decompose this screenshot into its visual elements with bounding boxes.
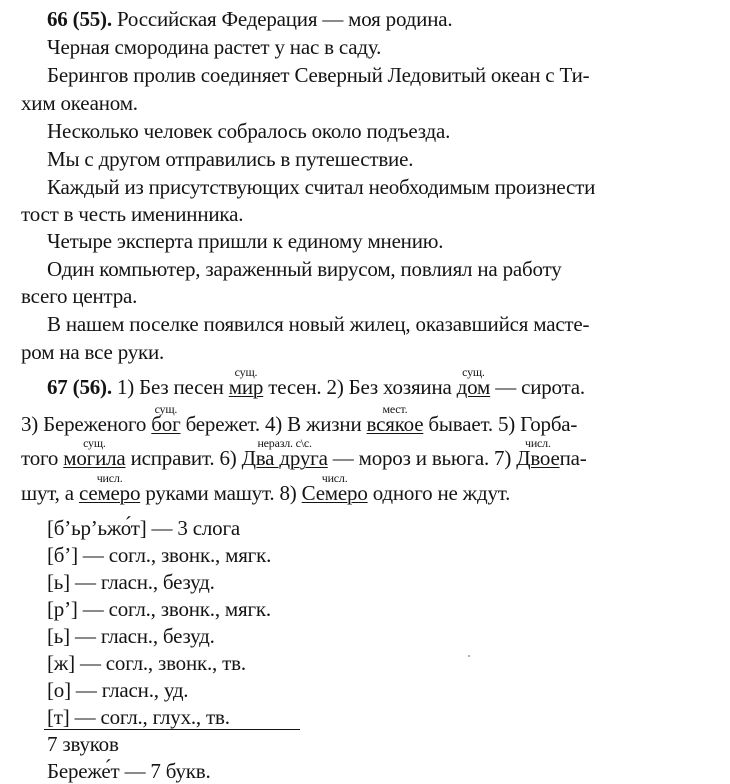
ex66-line: всего центра.	[21, 284, 138, 308]
pos-note: числ.	[525, 436, 551, 450]
ex67-line-2	[21, 402, 578, 436]
ex67-text: шут, а	[21, 481, 74, 505]
ex67-text: — мороз и вьюга. 7)	[332, 446, 512, 470]
ex67-line-3	[21, 436, 587, 470]
pos-note: сущ.	[154, 402, 178, 416]
pos-note: неразл. с\с.	[257, 436, 312, 450]
ex66-line: Четыре эксперта пришли к единому мнению.	[47, 229, 444, 253]
ex66-line: Один компьютер, зараженный вирусом, повлиял на работу	[47, 257, 562, 281]
ex67-text: бывает. 5) Горба-	[428, 412, 578, 436]
pos-note: числ.	[321, 471, 348, 485]
ex67-text: одного не ждут.	[372, 481, 511, 505]
phonetic-line: [о] — гласн., уд.	[47, 678, 189, 702]
ex67-text: па-	[559, 446, 587, 470]
ex67-line-4	[21, 471, 511, 505]
ex66-line: Несколько человек собралось около подъезда.	[47, 119, 451, 143]
ex66-heading	[47, 7, 452, 31]
summary-rule	[44, 729, 300, 730]
letter-count: Береже́т — 7 букв.	[47, 759, 211, 783]
ex67-text: тесен. 2) Без хозяина	[268, 375, 452, 399]
ex66-line: В нашем поселке появился новый жилец, оказавшийся масте-	[47, 312, 590, 336]
ex66-line: Мы с другом отправились в путешествие.	[47, 147, 414, 171]
ex66-line: Черная смородина растет у нас в саду.	[47, 35, 382, 59]
annotated-word	[241, 436, 328, 470]
ex67-text: исправит. 6)	[130, 446, 237, 470]
ex66-line: Берингов пролив соединяет Северный Ледовитый океан с Ти-	[47, 63, 590, 87]
underlined-word: всякое	[366, 412, 424, 436]
ex66-title: Российская Федерация — моя родина.	[116, 7, 453, 31]
underlined-word: бог	[151, 412, 181, 436]
ex66-line: Каждый из присутствующих считал необходимым произнести	[47, 175, 596, 199]
underlined-word: могила	[63, 446, 126, 470]
pos-note: сущ.	[462, 365, 485, 379]
ex66-line: хим океаном.	[21, 91, 138, 115]
annotated-word	[366, 402, 424, 436]
ex67-text: — сирота.	[495, 375, 585, 399]
annotated-word	[516, 436, 560, 470]
underlined-word: Двое	[516, 446, 560, 470]
sound-count: 7 звуков	[47, 732, 119, 756]
phonetic-line: [ь] — гласн., безуд.	[47, 570, 215, 594]
underlined-word: Два друга	[241, 446, 328, 470]
phonetic-line: [ь] — гласн., безуд.	[47, 624, 215, 648]
pos-note: числ.	[96, 471, 123, 485]
ex67-number: 67 (56).	[47, 375, 112, 399]
ex67-text: 1) Без песен	[116, 375, 224, 399]
ex66-line: тост в честь именинника.	[21, 202, 244, 226]
annotated-word	[456, 365, 491, 399]
scan-speck	[468, 655, 470, 657]
ex66-number: 66 (55).	[47, 7, 112, 31]
annotated-word	[301, 471, 368, 505]
phonetic-line: [р’] — согл., звонк., мягк.	[47, 597, 271, 621]
pos-note: мест.	[382, 402, 408, 416]
underlined-word: мир	[228, 375, 264, 399]
ex67-text: 3) Береженого	[21, 412, 147, 436]
phonetic-line: [б’] — согл., звонк., мягк.	[47, 543, 272, 567]
ex67-text: того	[21, 446, 59, 470]
annotated-word	[63, 436, 126, 470]
ex67-text: руками машут. 8)	[145, 481, 297, 505]
annotated-word	[78, 471, 141, 505]
annotated-word	[228, 365, 264, 399]
ex67-text: бережет. 4) В жизни	[185, 412, 362, 436]
annotated-word	[151, 402, 181, 436]
underlined-word: дом	[456, 375, 491, 399]
pos-note: сущ.	[83, 436, 106, 450]
underlined-word: Семеро	[301, 481, 368, 505]
underlined-word: семеро	[78, 481, 141, 505]
ex67-line-1	[47, 365, 585, 399]
pos-note: сущ.	[234, 365, 258, 379]
phonetic-line: [т] — согл., глух., тв.	[47, 705, 230, 729]
phonetic-line: [б’ьр’ьжо́т] — 3 слога	[47, 516, 240, 540]
phonetic-line: [ж] — согл., звонк., тв.	[47, 651, 246, 675]
ex66-line: ром на все руки.	[21, 340, 165, 364]
